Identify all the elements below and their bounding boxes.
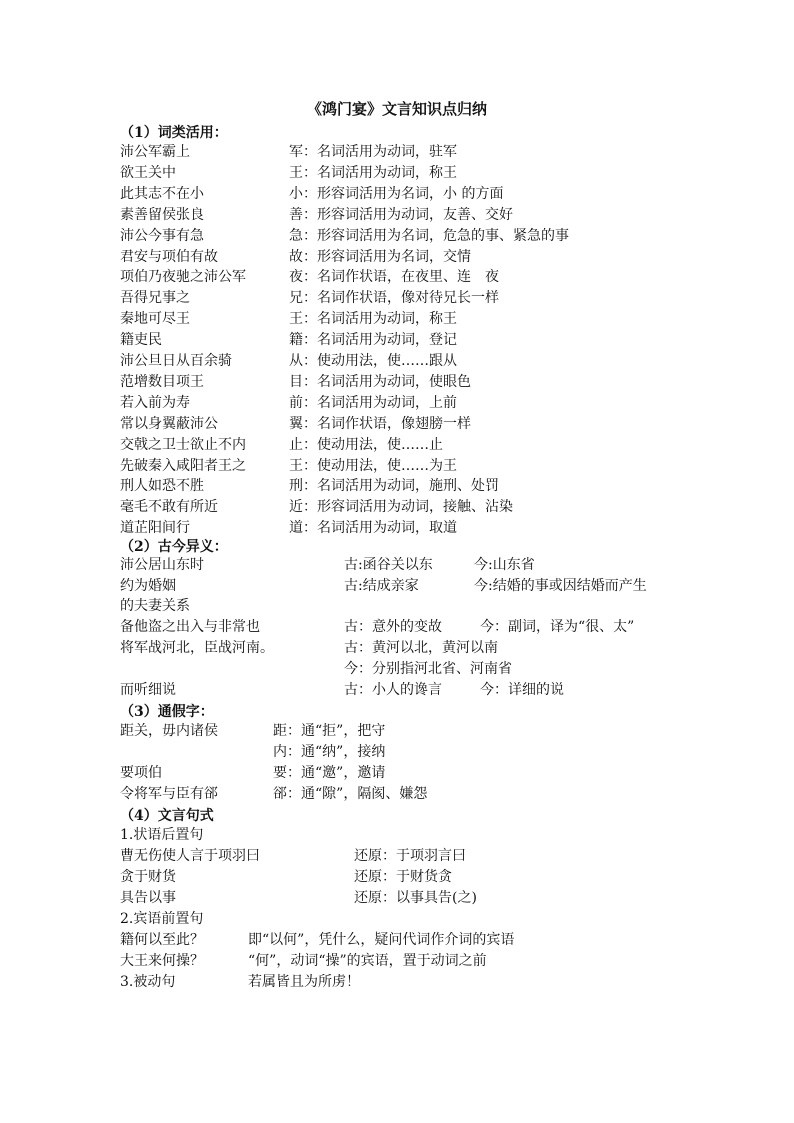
- jushi-note: “何”，动词“操”的宾语，置于动词之前: [248, 953, 487, 969]
- gujin-gu: 古:结成亲家: [344, 578, 419, 594]
- cilei-phrase: 范增数目项王: [120, 374, 204, 390]
- cilei-phrase: 吾得兄事之: [120, 290, 190, 306]
- cilei-note: 前：名词活用为动词，上前: [289, 395, 457, 411]
- jushi-phrase: 贪于财货: [120, 869, 176, 885]
- gujin-gu: 古:函谷关以东: [344, 557, 433, 573]
- tongjia-phrase: 距关，毋内诸侯: [120, 723, 218, 739]
- gujin-jin-continued: 的夫妻关系: [120, 598, 190, 614]
- cilei-note: 道：名词活用为动词，取道: [289, 520, 457, 536]
- jushi-phrase: 曹无伤使人言于项羽曰: [120, 848, 260, 864]
- cilei-phrase: 沛公今事有急: [120, 228, 204, 244]
- section-heading-jushi: （4）文言句式: [120, 808, 214, 824]
- page-title: 《鸿门宴》文言知识点归纳: [306, 100, 487, 118]
- jushi-note: 还原：以事具告(之): [354, 890, 477, 906]
- cilei-note: 近：形容词活用为动词，接触、沾染: [289, 499, 513, 515]
- cilei-note: 籍：名词活用为动词，登记: [289, 332, 457, 348]
- gujin-jin: 今:山东省: [474, 557, 535, 573]
- jushi-note: 还原：于财货贪: [354, 869, 452, 885]
- jushi-phrase: 具告以事: [120, 890, 176, 906]
- cilei-phrase: 项伯乃夜驰之沛公军: [120, 269, 246, 285]
- cilei-phrase: 先破秦入咸阳者王之: [120, 458, 246, 474]
- cilei-phrase: 交戟之卫士欲止不内: [120, 437, 246, 453]
- jushi-note: 若属皆且为所虏！: [248, 974, 360, 990]
- gujin-gu: 古：小人的谗言: [344, 682, 442, 698]
- cilei-note: 兄：名词作状语，像对待兄长一样: [289, 290, 499, 306]
- gujin-gu: 古：意外的变故: [344, 619, 442, 635]
- cilei-note: 小：形容词活用为名词，小 的方面: [289, 186, 504, 202]
- gujin-phrase: 而听细说: [120, 682, 176, 698]
- gujin-jin: 今：分别指河北省、河南省: [344, 661, 512, 677]
- jushi-subheading: 3.被动句: [120, 974, 176, 990]
- section-heading-cilei: （1）词类活用：: [120, 125, 228, 141]
- gujin-jin: 今:结婚的事或因结婚而产生: [474, 578, 647, 594]
- section-heading-tongjia: （3）通假字：: [120, 704, 214, 720]
- gujin-jin: 今：副词，译为“很、太”: [480, 619, 635, 635]
- tongjia-note: 距：通“拒”，把守: [273, 723, 386, 739]
- gujin-phrase: 沛公居山东时: [120, 557, 204, 573]
- gujin-gu: 古：黄河以北，黄河以南: [344, 640, 498, 656]
- cilei-note: 王：名词活用为动词，称王: [289, 311, 457, 327]
- section-heading-gujin: （2）古今异义：: [120, 539, 228, 555]
- cilei-phrase: 沛公军霸上: [120, 144, 190, 160]
- cilei-note: 故：形容词活用为名词，交情: [289, 249, 471, 265]
- jushi-note: 还原：于项羽言曰: [354, 848, 466, 864]
- cilei-phrase: 毫毛不敢有所近: [120, 499, 218, 515]
- gujin-phrase: 备他盗之出入与非常也: [120, 619, 260, 635]
- cilei-note: 目：名词活用为动词，使眼色: [289, 374, 471, 390]
- cilei-phrase: 欲王关中: [120, 165, 176, 181]
- cilei-note: 夜：名词作状语，在夜里、连 夜: [289, 269, 499, 285]
- jushi-subheading: 2.宾语前置句: [120, 911, 204, 927]
- tongjia-note: 要：通“邀”，邀请: [273, 765, 386, 781]
- gujin-phrase: 约为婚姻: [120, 578, 176, 594]
- cilei-note: 善：形容词活用为动词，友善、交好: [289, 207, 513, 223]
- cilei-note: 刑：名词活用为动词，施刑、处罚: [289, 478, 499, 494]
- cilei-phrase: 此其志不在小: [120, 186, 204, 202]
- cilei-phrase: 沛公旦日从百余骑: [120, 353, 232, 369]
- jushi-phrase: 大王来何操？: [120, 953, 204, 969]
- tongjia-note: 郤：通“隙”，隔阂、嫌怨: [273, 786, 428, 802]
- cilei-note: 王：使动用法，使……为王: [289, 458, 457, 474]
- cilei-note: 军：名词活用为动词，驻军: [289, 144, 457, 160]
- tongjia-phrase: 要项伯: [120, 765, 162, 781]
- cilei-note: 从：使动用法，使……跟从: [289, 353, 457, 369]
- cilei-note: 王：名词活用为动词，称王: [289, 165, 457, 181]
- jushi-subheading: 1.状语后置句: [120, 827, 204, 843]
- cilei-note: 急：形容词活用为名词，危急的事、紧急的事: [289, 228, 569, 244]
- gujin-jin: 今：详细的说: [480, 682, 564, 698]
- cilei-phrase: 籍吏民: [120, 332, 162, 348]
- jushi-note: 即“以何”，凭什么，疑问代词作介词的宾语: [248, 932, 515, 948]
- tongjia-phrase: 令将军与臣有郤: [120, 786, 218, 802]
- cilei-phrase: 若入前为寿: [120, 395, 190, 411]
- cilei-phrase: 秦地可尽王: [120, 311, 190, 327]
- cilei-note: 止：使动用法，使……止: [289, 437, 443, 453]
- cilei-phrase: 道芷阳间行: [120, 520, 190, 536]
- cilei-phrase: 刑人如恐不胜: [120, 478, 204, 494]
- cilei-phrase: 素善留侯张良: [120, 207, 204, 223]
- jushi-phrase: 籍何以至此？: [120, 932, 204, 948]
- cilei-note: 翼：名词作状语，像翅膀一样: [289, 416, 471, 432]
- cilei-phrase: 君安与项伯有故: [120, 249, 218, 265]
- cilei-phrase: 常以身翼蔽沛公: [120, 416, 218, 432]
- tongjia-note: 内：通“纳”，接纳: [273, 744, 386, 760]
- gujin-phrase: 将军战河北，臣战河南。: [120, 640, 274, 656]
